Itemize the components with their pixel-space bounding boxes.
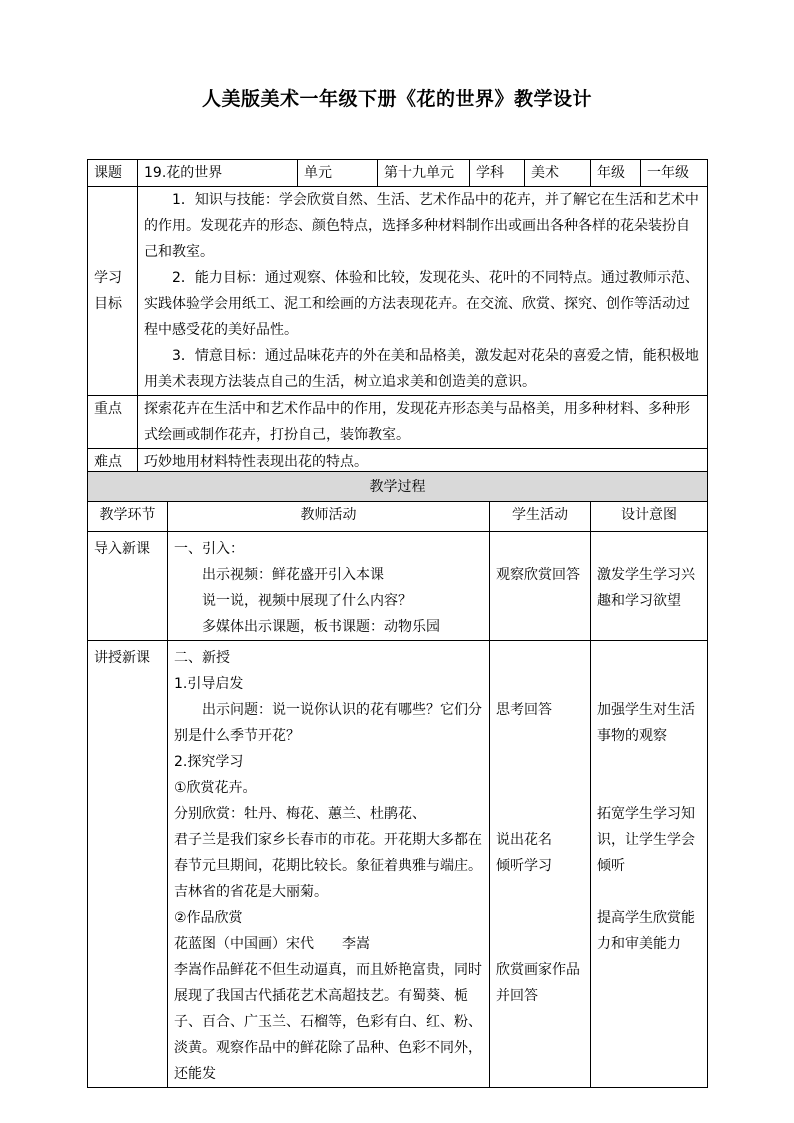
subject-label: 学科 [470,160,525,187]
intro-teacher [168,532,490,641]
new-t8: 吉林省的省花是大丽菊。 [174,884,328,900]
intro-t3: 说一说，视频中展现了什么内容？ [202,593,412,609]
intro-student [490,532,591,641]
new-t11: 李嵩作品鲜花不但生动逼真，而且娇艳富贵，同时展现了我国古代插花艺术高超技艺。有蜀葵、栀子、百合、广玉兰、石榴等，色彩有白、红、粉、淡黄。观察作品中的鲜花除了品种、色彩不同外，还能发 [174,962,482,1082]
new-t1: 二、新授 [174,650,230,666]
goal-knowledge: 1．知识与技能：学会欣赏自然、生活、艺术作品中的花卉，并了解它在生活和艺术中的作用。发现花卉的形态、颜色特点，选择多种材料制作出或画出各种各样的花朵装扮自己和教室。 [144,192,699,260]
info-table [87,159,708,476]
intro-intent-text: 激发学生学习兴趣和学习欲望 [597,567,695,609]
new-t10: 花蓝图（中国画）宋代 李嵩 [174,936,370,952]
goals-label [88,187,138,396]
intro-t1: 一、引入： [174,541,244,557]
goals-label-line1: 学习 [94,270,122,286]
process-table [87,471,708,1088]
key-value: 探索花卉在生活中和艺术作品中的作用，发现花卉形态美与品格美，用多种材料、多种形式绘画或制作花卉，打扮自己，装饰教室。 [138,396,708,449]
process-heading: 教学过程 [88,472,708,502]
new-t6: 分别欣赏：牡丹、梅花、蕙兰、杜鹃花、 [174,806,426,822]
unit-label: 单元 [298,160,378,187]
new-t5: ①欣赏花卉。 [174,780,257,796]
new-s2a: 说出花名 [496,832,552,848]
new-student [490,641,591,1088]
col-teacher: 教师活动 [168,502,490,532]
new-i1: 加强学生对生活事物的观察 [597,702,695,744]
unit-value: 第十九单元 [378,160,470,187]
new-t9: ②作品欣赏 [174,910,243,926]
new-s3b: 并回答 [496,988,538,1004]
new-s1: 思考回答 [496,702,552,718]
new-teacher [168,641,490,1088]
new-t3: 出示问题：说一说你认识的花有哪些？它们分别是什么季节开花？ [174,702,482,744]
new-s3a: 欣赏画家作品 [496,962,580,978]
col-student: 学生活动 [490,502,591,532]
difficult-value: 巧妙地用材料特性表现出花的特点。 [138,449,708,476]
new-t2: 1.引导启发 [174,676,244,692]
goals-label-line2: 目标 [94,296,122,312]
intro-intent [591,532,708,641]
document-title: 人美版美术一年级下册《花的世界》教学设计 [201,88,592,110]
intro-student-text: 观察欣赏回答 [496,567,580,583]
grade-value: 一年级 [641,160,708,187]
new-stage: 讲授新课 [88,641,168,1088]
goal-ability: 2．能力目标：通过观察、体验和比较，发现花头、花叶的不同特点。通过教师示范、实践体验学会用纸工、泥工和绘画的方法表现花卉。在交流、欣赏、探究、创作等活动过程中感受花的美好品性。 [144,270,699,338]
col-stage: 教学环节 [88,502,168,532]
grade-label: 年级 [591,160,641,187]
new-t4: 2.探究学习 [174,754,244,770]
topic-value: 19.花的世界 [138,160,298,187]
intro-t2: 出示视频：鲜花盛开引入本课 [202,567,384,583]
new-s2b: 倾听学习 [496,858,552,874]
intro-t4: 多媒体出示课题，板书课题：动物乐园 [202,619,440,635]
new-i2: 拓宽学生学习知识，让学生学会倾听 [597,806,695,874]
subject-value: 美术 [525,160,591,187]
new-t7: 君子兰是我们家乡长春市的市花。开花期大多都在春节元旦期间，花期比较长。象征着典雅与端庄。 [174,832,482,874]
intro-stage: 导入新课 [88,532,168,641]
key-label: 重点 [88,396,138,449]
goal-emotion: 3．情意目标：通过品味花卉的外在美和品格美，激发起对花朵的喜爱之情，能积极地用美术表现方法装点自己的生活，树立追求美和创造美的意识。 [144,348,699,390]
topic-label: 课题 [88,160,138,187]
new-i3: 提高学生欣赏能力和审美能力 [597,910,695,952]
difficult-label: 难点 [88,449,138,476]
new-intent [591,641,708,1088]
col-intent: 设计意图 [591,502,708,532]
goals-content [138,187,708,396]
